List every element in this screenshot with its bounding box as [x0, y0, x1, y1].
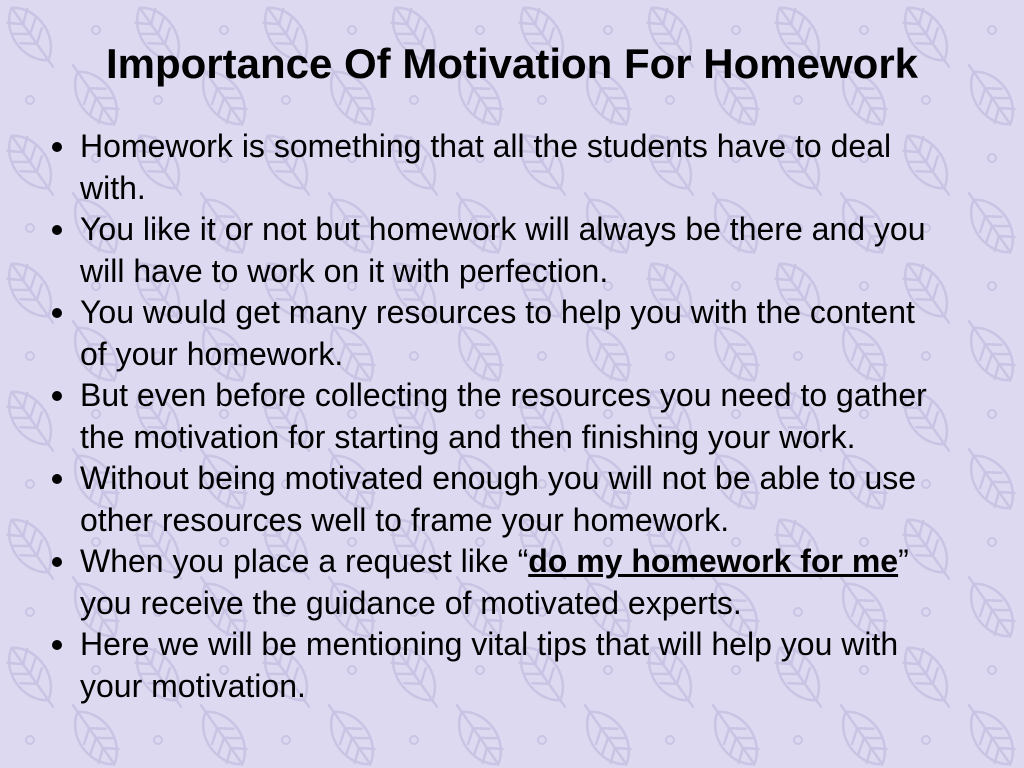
bullet-item [50, 458, 950, 541]
bullet-list [50, 126, 950, 707]
bullet-text-after: ” you receive the guidance of motivated experts. [80, 543, 909, 621]
bullet-item [50, 126, 950, 209]
bullet-text: You like it or not but homework will always be there and you will have to work on it with perfection. [80, 211, 926, 289]
slide-title: Importance Of Motivation For Homework [105, 40, 919, 87]
bullet-text: Homework is something that all the students have to deal with. [80, 128, 892, 206]
bullet-icon [52, 557, 62, 567]
bullet-item [50, 209, 950, 292]
bullet-icon [52, 640, 62, 650]
bullet-icon [52, 474, 62, 484]
bullet-text: Here we will be mentioning vital tips that will help you with your motivation. [80, 626, 899, 704]
bullet-icon [52, 391, 62, 401]
bullet-item [50, 292, 950, 375]
bullet-text: You would get many resources to help you with the content of your homework. [80, 294, 915, 372]
bullet-icon [52, 308, 62, 318]
bullet-icon [52, 225, 62, 235]
bullet-item [50, 624, 950, 707]
bullet-text-before: When you place a request like “ [80, 543, 529, 579]
bullet-icon [52, 142, 62, 152]
bullet-item [50, 541, 950, 624]
bullet-item [50, 375, 950, 458]
bullet-text: Without being motivated enough you will not be able to use other resources well to frame your homework. [80, 460, 917, 538]
homework-link[interactable]: do my homework for me [528, 543, 899, 579]
bullet-text: But even before collecting the resources you need to gather the motivation for starting and then finishing your work. [80, 377, 927, 455]
